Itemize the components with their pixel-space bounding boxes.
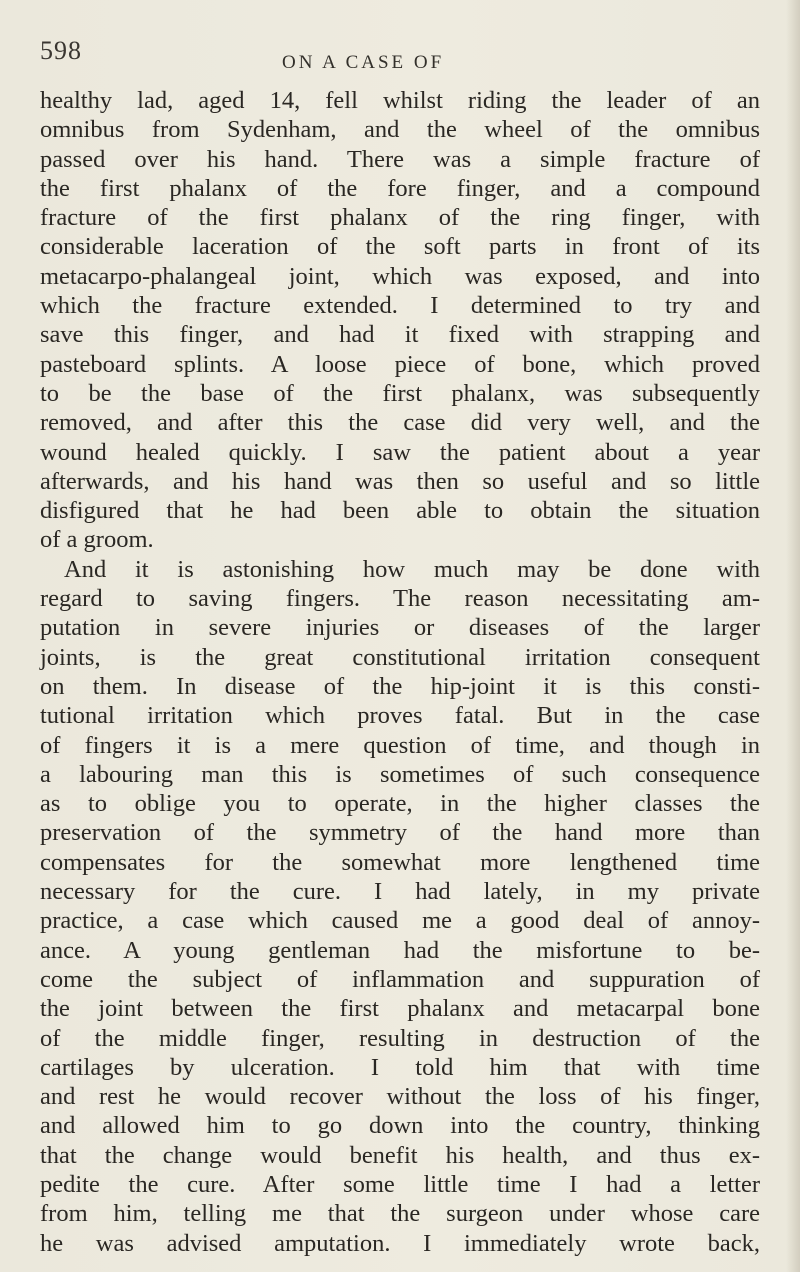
- running-head: ON A CASE OF: [282, 52, 445, 73]
- text-line: necessary for the cure. I had lately, in my private: [40, 878, 760, 906]
- text-line: of the middle finger, resulting in destruction of the: [40, 1024, 760, 1052]
- text-line: that the change would benefit his health, and thus ex-: [40, 1141, 760, 1169]
- text-line: ance. A young gentleman had the misfortune to be-: [40, 936, 760, 964]
- text-line: save this finger, and had it fixed with strapping and: [40, 321, 760, 349]
- text-line: to be the base of the first phalanx, was subsequently: [40, 379, 760, 407]
- text-line: a labouring man this is sometimes of such consequence: [40, 760, 760, 788]
- text-line: wound healed quickly. I saw the patient about a year: [40, 438, 760, 466]
- text-line: on them. In disease of the hip-joint it is this consti-: [40, 672, 760, 700]
- text-line: fracture of the first phalanx of the ring finger, with: [40, 204, 760, 232]
- text-line: joints, is the great constitutional irritation consequent: [40, 643, 760, 671]
- text-line: removed, and after this the case did very well, and the: [40, 409, 760, 437]
- text-line: considerable laceration of the soft parts in front of its: [40, 233, 760, 261]
- text-line: healthy lad, aged 14, fell whilst riding the leader of an: [40, 87, 760, 114]
- text-line: compensates for the somewhat more lengthened time: [40, 848, 760, 876]
- text-line: putation in severe injuries or diseases of the larger: [40, 614, 760, 642]
- text-line: and rest he would recover without the loss of his finger,: [40, 1083, 760, 1111]
- text-line: cartilages by ulceration. I told him that with time: [40, 1053, 760, 1081]
- paragraph-start-line: And it is astonishing how much may be done with: [64, 555, 760, 583]
- text-line: preservation of the symmetry of the hand more than: [40, 819, 760, 847]
- text-line: he was advised amputation. I immediately wrote back,: [40, 1229, 760, 1257]
- text-line: come the subject of inflammation and suppuration of: [40, 965, 760, 993]
- text-line: omnibus from Sydenham, and the wheel of the omnibus: [40, 116, 760, 144]
- text-line: the first phalanx of the fore finger, and a compound: [40, 174, 760, 202]
- text-line: afterwards, and his hand was then so useful and so little: [40, 467, 760, 495]
- paragraph-end-line: of a groom.: [40, 526, 154, 554]
- page-header: [40, 36, 760, 76]
- text-line: and allowed him to go down into the country, thinking: [40, 1112, 760, 1140]
- text-line: pasteboard splints. A loose piece of bone, which proved: [40, 350, 760, 378]
- text-line: pedite the cure. After some little time I had a letter: [40, 1170, 760, 1198]
- text-line: as to oblige you to operate, in the higher classes the: [40, 790, 760, 818]
- text-line: which the fracture extended. I determined to try and: [40, 292, 760, 320]
- text-line: tutional irritation which proves fatal. But in the case: [40, 702, 760, 730]
- page-number: 598: [40, 36, 82, 65]
- text-line: passed over his hand. There was a simple fracture of: [40, 145, 760, 173]
- text-line: of fingers it is a mere question of time, and though in: [40, 731, 760, 759]
- page-edge-shadow: [786, 0, 800, 1272]
- text-line: the joint between the first phalanx and metacarpal bone: [40, 995, 760, 1023]
- text-line: from him, telling me that the surgeon under whose care: [40, 1200, 760, 1228]
- body-text: [40, 86, 760, 1258]
- text-line: disfigured that he had been able to obtain the situation: [40, 497, 760, 525]
- text-line: metacarpo-phalangeal joint, which was exposed, and into: [40, 262, 760, 290]
- text-line: regard to saving fingers. The reason necessitating am-: [40, 585, 760, 613]
- text-line: practice, a case which caused me a good deal of annoy-: [40, 907, 760, 935]
